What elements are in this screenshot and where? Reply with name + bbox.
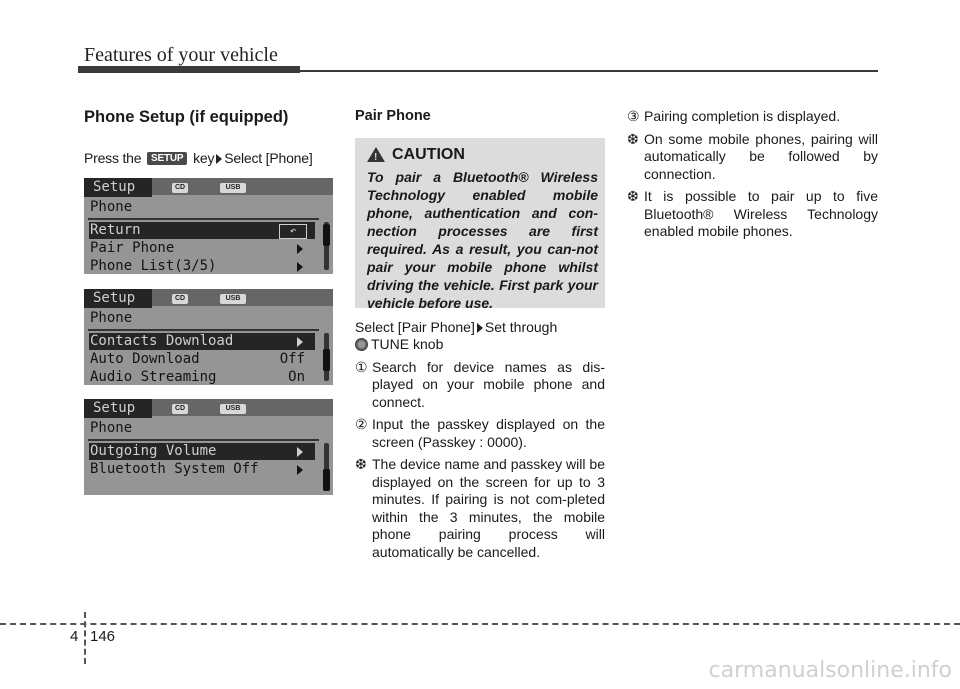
usb-badge: USB xyxy=(220,404,246,414)
section-title: Phone Setup (if equipped) xyxy=(84,108,289,126)
header-bar xyxy=(78,66,300,73)
cd-badge: CD xyxy=(172,183,188,193)
list-item: ❆ The device name and passkey will be displayed on the screen for up to 3 minutes. If pairing is not com-pleted within the 3 minutes, the mobile phone pairing process will automatically be cancelled. xyxy=(355,456,605,560)
caution-title: CAUTION xyxy=(392,145,465,163)
chevron-right-icon xyxy=(297,337,303,347)
pair-phone-heading: Pair Phone xyxy=(355,108,431,124)
setup-key-badge: SETUP xyxy=(147,152,187,165)
chevron-right-icon xyxy=(297,244,303,254)
arrow-right-icon xyxy=(477,323,483,333)
return-icon: ↶ xyxy=(279,224,307,239)
chevron-right-icon xyxy=(297,447,303,457)
select-instruction: Select [Pair Phone] Set through TUNE knob xyxy=(355,318,558,352)
footer-divider xyxy=(84,612,86,664)
auto-download-value: Off xyxy=(279,351,305,367)
usb-badge: USB xyxy=(220,294,246,304)
menu-item-phone-list[interactable]: Phone List(3/5) xyxy=(89,258,315,274)
caution-body: To pair a Bluetooth® Wireless Technology enabled mobile phone, authentication and con-nection processes are first required. As a result, you can-not pair your mobile phone whilst driving the vehicle. First park your vehicle before use. xyxy=(367,169,598,311)
page-header-title: Features of your vehicle xyxy=(84,44,278,66)
watermark: carmanualsonline.info xyxy=(708,658,952,683)
screen-tab-setup: Setup xyxy=(84,178,152,197)
menu-item-audio-streaming[interactable]: Audio Streaming On xyxy=(90,369,305,385)
chevron-right-icon xyxy=(297,262,303,272)
press-mid: key xyxy=(193,150,215,166)
menu-item-contacts-download[interactable]: Contacts Download xyxy=(89,333,315,350)
list-item: ③ Pairing completion is displayed. xyxy=(627,108,841,124)
column-3 xyxy=(627,108,878,241)
screen-title: Phone xyxy=(90,310,133,326)
press-suffix: Select [Phone] xyxy=(224,150,313,166)
audio-streaming-value: On xyxy=(288,369,305,385)
menu-item-auto-download[interactable]: Auto Download Off xyxy=(90,351,305,367)
list-item: ① Search for device names as dis-played on your mobile phone and connect. xyxy=(355,358,605,410)
arrow-right-icon xyxy=(216,154,222,164)
chapter-number: 4 xyxy=(70,628,79,645)
screen-title: Phone xyxy=(90,420,133,436)
display-screen-phone-1 xyxy=(84,178,333,274)
list-item: ❆ It is possible to pair up to five Bluetooth® Wireless Technology enabled mobile phones. xyxy=(627,188,878,239)
usb-badge: USB xyxy=(220,183,246,193)
display-screen-phone-3 xyxy=(84,399,333,495)
cd-badge: CD xyxy=(172,294,188,304)
tune-knob-icon xyxy=(355,338,368,351)
caution-box xyxy=(355,138,605,311)
column-1 xyxy=(84,108,334,166)
press-instruction xyxy=(84,150,334,166)
list-item: ② Input the passkey displayed on the screen (Passkey : 0000). xyxy=(355,416,605,450)
press-prefix: Press the xyxy=(84,150,142,166)
warning-icon xyxy=(367,147,385,162)
header-rule xyxy=(300,70,878,72)
chevron-right-icon xyxy=(297,465,303,475)
column-2 xyxy=(355,108,605,561)
page-number: 146 xyxy=(90,628,116,645)
screen-tab-setup: Setup xyxy=(84,289,152,308)
scrollbar-thumb xyxy=(323,469,330,491)
scrollbar-thumb xyxy=(323,224,330,246)
screen-title: Phone xyxy=(90,199,133,215)
cd-badge: CD xyxy=(172,404,188,414)
list-item: ❆ On some mobile phones, pairing will automatically be followed by connection. xyxy=(627,130,878,182)
menu-item-return[interactable]: Return ↶ xyxy=(89,222,315,239)
menu-item-bluetooth-system-off[interactable]: Bluetooth System Off xyxy=(89,461,315,478)
menu-item-outgoing-volume[interactable]: Outgoing Volume xyxy=(89,443,315,460)
screen-tab-setup: Setup xyxy=(84,399,152,418)
display-screen-phone-2 xyxy=(84,289,333,385)
menu-item-pair-phone[interactable]: Pair Phone xyxy=(89,240,315,257)
footer-rule xyxy=(0,623,960,625)
scrollbar-thumb xyxy=(323,349,330,371)
